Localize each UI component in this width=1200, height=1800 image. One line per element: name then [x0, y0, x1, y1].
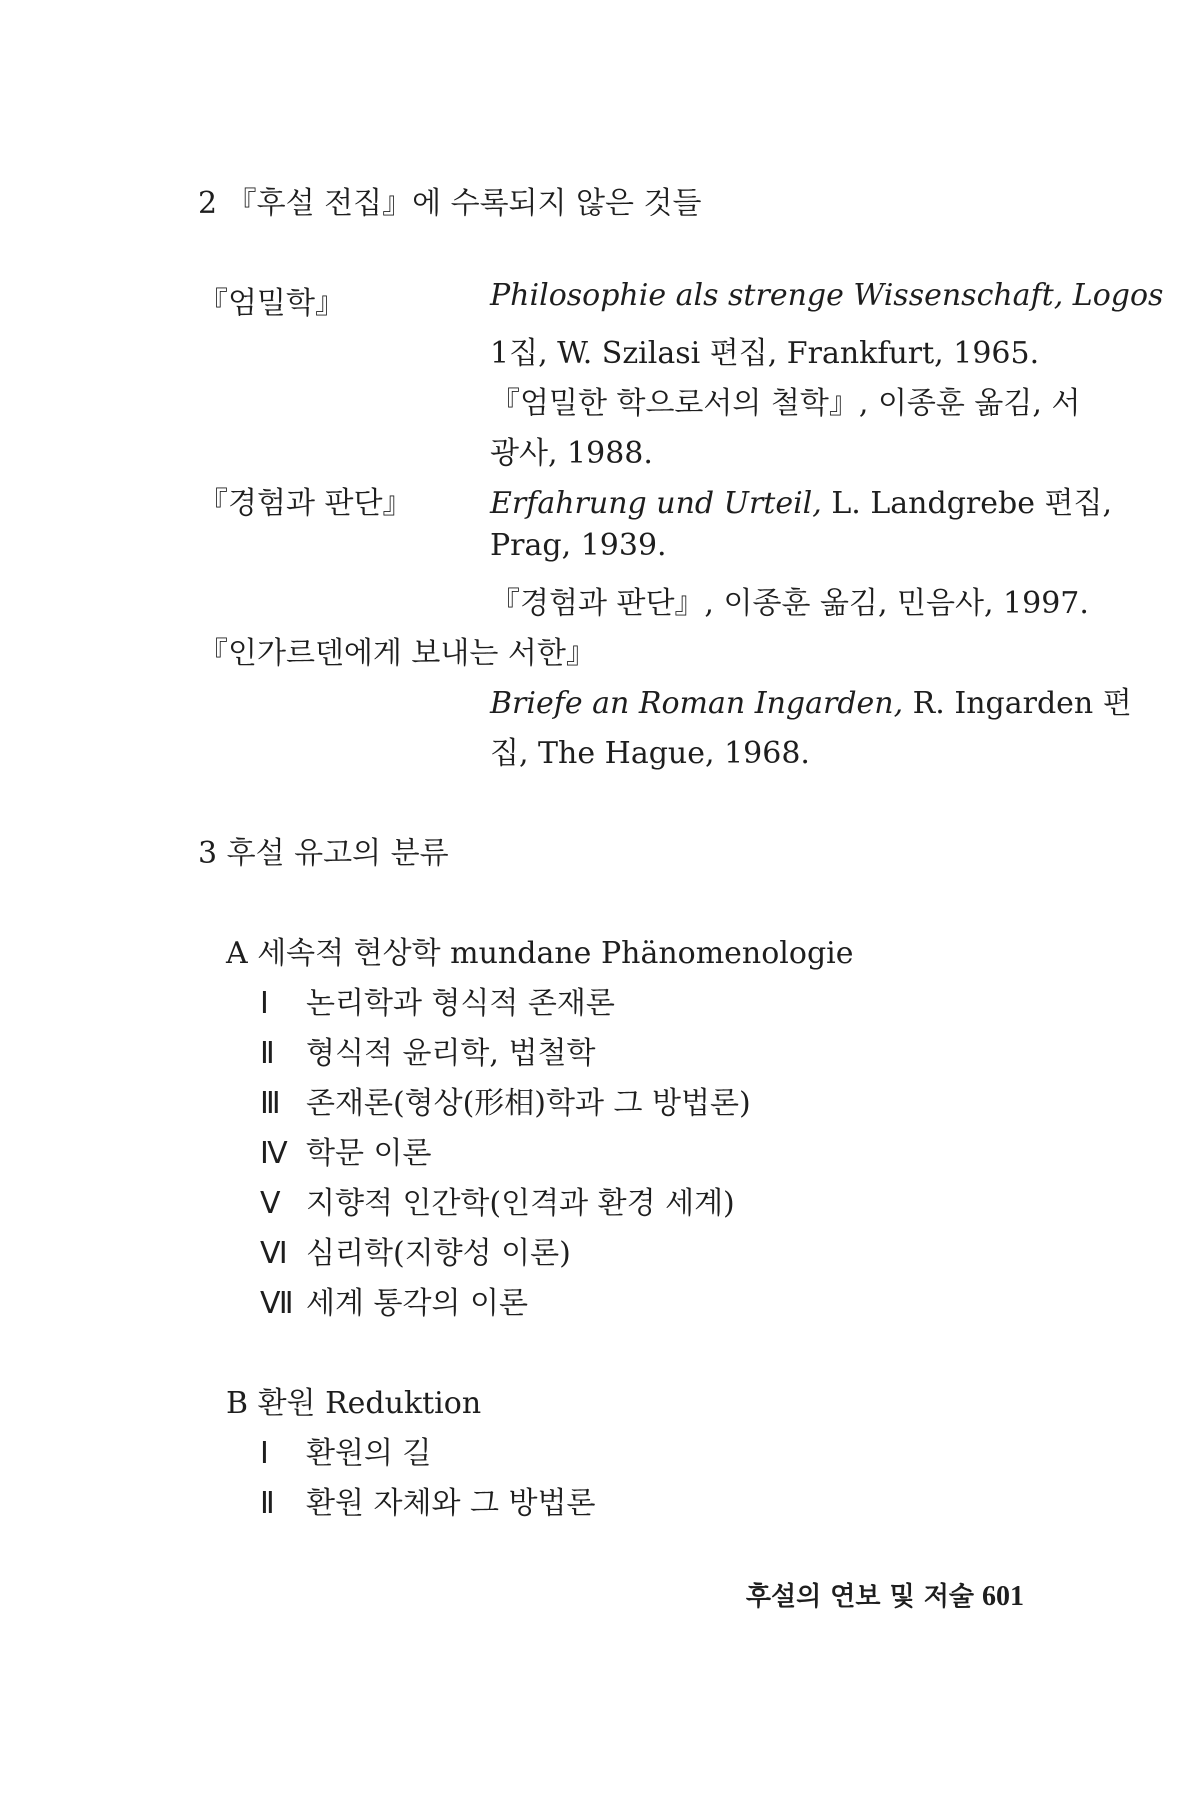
citation-italic: Erfahrung und Urteil, — [490, 486, 822, 521]
roman-numeral: Ⅱ — [260, 1487, 275, 1520]
citation-line — [490, 278, 1163, 313]
roman-numeral: Ⅰ — [260, 987, 269, 1020]
list-item-text: 환원의 길 — [306, 1436, 432, 1471]
citation-line — [490, 328, 1039, 372]
roman-numeral: Ⅱ — [260, 1037, 275, 1070]
roman-numeral: Ⅳ — [260, 1137, 288, 1170]
citation-italic: Briefe an Roman Ingarden, — [490, 686, 904, 721]
list-item — [260, 1178, 735, 1222]
citation-italic: Philosophie als strenge Wissenschaft, Logos — [490, 278, 1164, 313]
citation-line — [490, 428, 653, 472]
list-item-text: 학문 이론 — [306, 1136, 432, 1171]
citation-text: Prag, 1939. — [490, 528, 667, 563]
citation-line — [490, 478, 1112, 522]
citation-text: 1집, W. Szilasi 편집, Frankfurt, 1965. — [490, 336, 1040, 371]
list-item — [260, 1228, 571, 1272]
page-footer — [746, 1576, 1024, 1613]
roman-numeral: Ⅲ — [260, 1087, 281, 1120]
list-item-text: 형식적 윤리학, 법철학 — [306, 1036, 596, 1071]
list-item-text: 환원 자체와 그 방법론 — [306, 1486, 596, 1521]
roman-numeral: Ⅶ — [260, 1287, 294, 1320]
list-item-text: 세계 통각의 이론 — [306, 1286, 528, 1321]
list-item — [260, 978, 615, 1022]
work-title: 『엄밀학』 — [198, 286, 345, 321]
citation-text: 『엄밀한 학으로서의 철학』, 이종훈 옮김, 서 — [490, 386, 1081, 421]
list-item — [260, 1128, 431, 1172]
list-item — [260, 1278, 528, 1322]
list-item-text: 지향적 인간학(인격과 환경 세계) — [306, 1186, 735, 1221]
citation-text: 광사, 1988. — [490, 436, 653, 471]
citation-line — [490, 528, 667, 563]
list-item — [260, 1428, 431, 1472]
citation-text: R. Ingarden 편 — [903, 686, 1132, 721]
list-item — [260, 1478, 595, 1522]
work-title: 『경험과 판단』 — [198, 486, 413, 521]
section-heading: 3 후설 유고의 분류 — [198, 836, 449, 871]
list-item-text: 논리학과 형식적 존재론 — [306, 986, 615, 1021]
roman-numeral: Ⅵ — [260, 1237, 288, 1270]
roman-numeral: Ⅰ — [260, 1437, 269, 1470]
list-item — [260, 1028, 595, 1072]
citation-line — [490, 728, 810, 772]
citation-line — [490, 678, 1132, 722]
list-item — [260, 1078, 751, 1122]
citation-text: 『경험과 판단』, 이종훈 옮김, 민음사, 1997. — [490, 586, 1089, 621]
page-number: 601 — [982, 1581, 1024, 1612]
citation-line — [490, 378, 1080, 422]
work-title: 『인가르덴에게 보내는 서한』 — [198, 636, 596, 671]
section-heading: 2 『후설 전집』에 수록되지 않은 것들 — [198, 186, 702, 221]
list-item-text: 존재론(형상(形相)학과 그 방법론) — [306, 1086, 751, 1121]
running-title: 후설의 연보 및 저술 — [745, 1582, 974, 1612]
citation-text: L. Landgrebe 편집, — [821, 486, 1112, 521]
citation-line — [490, 578, 1089, 622]
roman-numeral: Ⅴ — [260, 1187, 281, 1220]
citation-text: 집, The Hague, 1968. — [490, 736, 810, 771]
group-title: A 세속적 현상학 mundane Phänomenologie — [226, 936, 854, 971]
list-item-text: 심리학(지향성 이론) — [306, 1236, 571, 1271]
group-title: B 환원 Reduktion — [226, 1386, 482, 1421]
